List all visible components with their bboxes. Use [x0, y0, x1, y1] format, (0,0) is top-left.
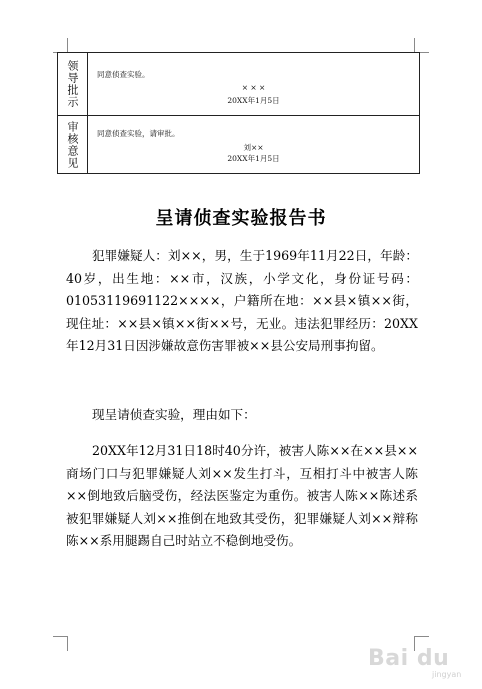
leader-signature: × × × — [241, 83, 266, 92]
leader-comment: 同意侦查实验。 — [97, 70, 150, 79]
row-label-review-opinion: 审核意见 — [66, 120, 79, 169]
crop-mark-bottom-right-h — [415, 636, 429, 637]
row-label-leader-instruction: 领导批示 — [66, 60, 79, 108]
approval-row-review — [58, 116, 419, 173]
document-title: 呈请侦查实验报告书 — [155, 208, 327, 229]
baidu-watermark-logo: Bai du — [368, 646, 450, 671]
approval-row-leader — [58, 53, 419, 116]
baidu-watermark-sub: jingyan — [432, 670, 462, 679]
suspect-info-paragraph: 犯罪嫌疑人：刘××，男，生于1969年11月22日，年龄：40岁，出生地：××市，汉族，小学文化，身份证号码：01053119691122××××，户籍所在地：××县×镇××街，现住址：××县×镇××街××号，无业。违法犯罪经历：20XX年12月31日因涉嫌故意伤害罪被××县公安局刑事拘留。 — [66, 248, 418, 354]
review-date: 20XX年1月5日 — [227, 154, 280, 163]
label-cell — [58, 53, 88, 115]
review-comment: 同意侦查实验，请审批。 — [97, 129, 180, 138]
crop-mark-bottom-left-v — [67, 636, 68, 651]
crop-mark-top-right-v — [414, 38, 415, 52]
request-paragraph: 现呈请侦查实验，理由如下： — [92, 407, 256, 422]
crop-mark-top-left-v — [67, 38, 68, 52]
review-signature: 刘×× — [243, 143, 264, 152]
label-cell — [58, 116, 88, 173]
approval-table — [57, 52, 420, 174]
incident-paragraph: 20XX年12月31日18时40分许，被害人陈××在××县××商场门口与犯罪嫌疑人刘××发生打斗，互相打斗中被害人陈××倒地致后脑受伤，经法医鉴定为重伤。被害人陈××陈述系被犯罪嫌疑人刘××推倒在地致其受伤，犯罪嫌疑人刘××辩称陈××系用腿踢自己时站立不稳倒地受伤。 — [66, 443, 418, 549]
crop-mark-bottom-left-h — [53, 636, 67, 637]
leader-date: 20XX年1月5日 — [227, 96, 280, 105]
